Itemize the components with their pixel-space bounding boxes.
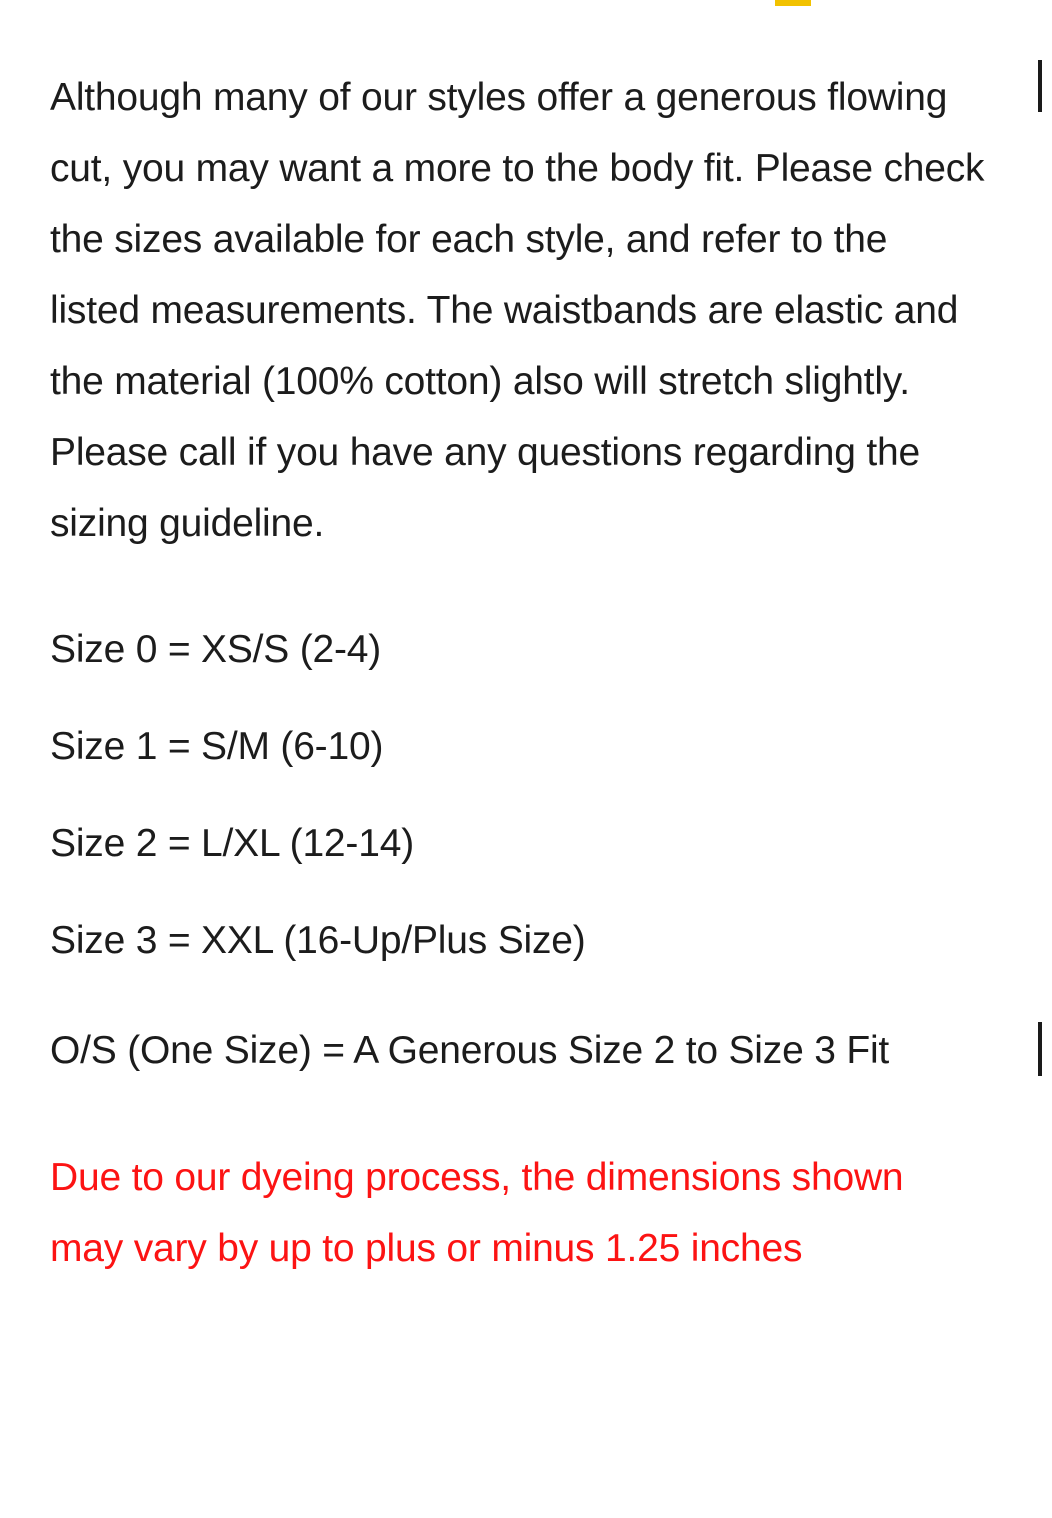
right-edge-rule-bottom <box>1038 1022 1042 1076</box>
sizing-guide-content <box>50 62 985 1284</box>
intro-paragraph: Although many of our styles offer a generous flowing cut, you may want a more to the body fit. Please check the sizes available for each style, and refer to the listed measurements. The waistbands are elastic and the material (100% cotton) also will stretch slightly. Please call if you have any questions regarding the sizing guideline. <box>50 76 985 545</box>
size-chart-list <box>50 601 985 1086</box>
size-chart-item: Size 0 = XS/S (2-4) <box>50 628 382 671</box>
top-accent-bar <box>775 0 811 6</box>
right-edge-rule-top <box>1038 60 1042 112</box>
size-chart-item: O/S (One Size) = A Generous Size 2 to Size 3 Fit <box>50 1029 890 1072</box>
size-chart-item: Size 3 = XXL (16-Up/Plus Size) <box>50 919 586 962</box>
size-chart-item: Size 1 = S/M (6-10) <box>50 725 384 768</box>
dyeing-process-notice: Due to our dyeing process, the dimensions shown may vary by up to plus or minus 1.25 inches <box>50 1156 904 1270</box>
size-chart-item: Size 2 = L/XL (12-14) <box>50 822 414 865</box>
